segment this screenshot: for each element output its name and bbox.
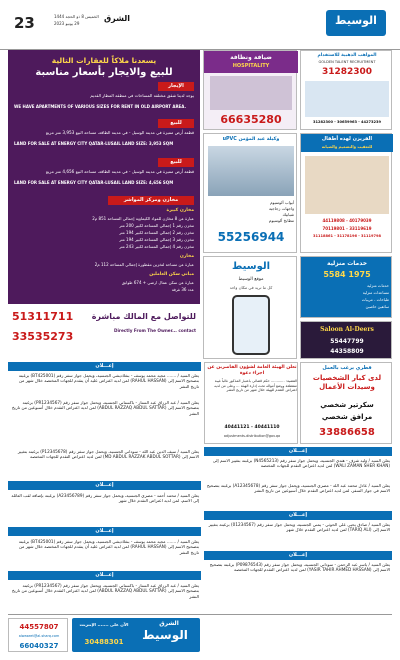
sale1-en: LAND FOR SALE AT ENERGY CITY QATAR-LUSAIL LAND SIZE: 3,953 SQM <box>14 141 174 146</box>
recruit-ad <box>300 50 392 130</box>
notice-1-3: يعلن السيد / محمد أحمد - مصري الجنسية، ويحمل جواز سفر رقم (A23456789) برغبته بإضافة لقب العائلة إلى الاسم، لمن لديه اعتراض التقدم خلال شهر <box>11 493 199 504</box>
secretary-top: قطري يرغب بالعمل <box>322 365 372 371</box>
engineering-ad <box>300 133 392 253</box>
header-logo <box>326 10 386 36</box>
salon-brand: Saloon Al-Deers <box>320 326 374 333</box>
recruit-phone: 31282300 <box>321 67 373 77</box>
stores-line-2: مخزن رقم 2 إجمالي المساحة لكبير 194 متر <box>119 230 194 235</box>
workers-label: مباني سكن العاملين <box>149 272 194 277</box>
rent-ar: يوجد لدينا شقق مختلفة المساحات في منطقة المطار القديم <box>90 93 194 98</box>
notice-heading-6: إعـــلان <box>204 511 392 520</box>
footer-left-box <box>8 618 68 652</box>
notice-2-3: يعلن السيد / ياسر عبد الرحمن - سوداني الجنسية، ويحمل جواز سفر رقم (P09876543) برغبته بتصحيح الاسم إلى (YASIR TAHIR AHMED HASSAN) لمن لديه اعتراض التقدم للجهات المختصة <box>209 562 390 573</box>
notice-1-2: يعلن السيد / سيف الدين عبد الله - سوداني الجنسية، ويحمل جواز سفر رقم (P12345678) برغبته بتغيير الاسم إلى (MD ABDUL RAZZAK ABDUL SOTTAR) لمن لديه اعتراض التقدم للجهات المختصة <box>17 449 199 460</box>
furnished-line-0: خدمات منزلية <box>367 283 389 288</box>
notice-heading-2: إعـــلان <box>8 481 201 490</box>
footer-phone-left: 44557807 <box>19 623 59 631</box>
stores-sub: مخازن كبيرة <box>166 208 194 213</box>
recruit-brand: GOLDEN TALENT RECRUITMENT <box>318 60 376 64</box>
contact-phone-1: 51311711 <box>12 310 74 323</box>
sale2-en: LAND FOR SALE AT ENERGY CITY QATAR-LUSAIL LAND SIZE: 4,656 SQM <box>14 180 174 185</box>
upvc-item-0: أبواب ألومنيوم <box>270 200 294 205</box>
secretary-title: لدى كبار الشخصيات وسيدات الأعمال <box>312 374 382 391</box>
notice-col-1-bottom <box>8 447 201 612</box>
stores-label: مخازن ومركز المواشر <box>108 196 194 205</box>
notice-1-0b: يعلن السيد / ....... مجيد محمد يوسف - بنغلاديشي الجنسية، ويحمل جواز سفر رقم (BT425001) برغبته بتصحيح الاسم إلى (RAHUL HASSAN) لمن لديه اعتراض عليه أن يتقدم للجهات المختصة خلال شهر من تاريخ النشر <box>18 539 199 555</box>
page-header <box>0 0 400 50</box>
footer-section: الشرق <box>159 620 179 627</box>
notice-2-0: يعلن السيد / وليد شرف - هندي الجنسية، ويحمل جواز سفر رقم (N4565213) برغبته بتغيير الاسم إلى (WALI ZAMAN SHER KHAN) لمن لديه اعتراض التقدم للجهات المختصة <box>212 458 390 469</box>
notice-1-0: يعلن السيد / ....... مجيد محمد يوسف - بنغلاديشي الجنسية، ويحمل جواز سفر رقم (BT425001) برغبته بتصحيح الاسم إلى (RAHUL HASSAN) لمن لديه اعتراض عليه أن يتقدم للجهات المختصة خلال شهر من تاريخ النشر <box>18 373 199 389</box>
upvc-photo <box>208 146 294 196</box>
notice-2-1: يعلن السيد / عادل محمد عبد الله - مصري الجنسية، ويحمل جواز سفر رقم (A12345678) برغبته بتصحيح الاسم في جواز السفر، لمن لديه اعتراض التقدم خلال أسبوعين من تاريخ النشر <box>206 483 390 494</box>
recruit-title: المواهب الذهبية للاستقدام <box>317 53 377 58</box>
furnished-line-3: سائقين خاصين <box>365 304 389 309</box>
notice-heading-7: إعـــلان <box>204 551 392 560</box>
ministry-ad <box>204 362 298 444</box>
upvc-ad <box>203 133 297 253</box>
wasit-promo <box>203 256 297 359</box>
realestate-ad <box>8 50 200 359</box>
upvc-item-1: واجهات زجاجية <box>268 206 294 211</box>
secretary-phone: 33886658 <box>319 427 375 438</box>
footer-phone-mid: 66040327 <box>19 642 59 650</box>
footer-phone-right: 30488301 <box>84 638 124 646</box>
notice-col-1-top <box>8 362 201 444</box>
footer-site: alwaseet@al-sharq.com <box>18 634 60 638</box>
ministry-body: القضية: ............ حكم قضائي باعتبار المذكور غائباً غيبة منقطعة ووضع أمواله تحت إدارة الهيئة ... وعلى من لديه اعتراض التقدم للهيئة خلال شهر من تاريخ النشر <box>214 379 297 393</box>
salon-phone-1: 44358809 <box>330 348 364 355</box>
notice-2-2: يعلن السيد / صادق يحيى علي الحوثي - يمني الجنسية، ويحمل جواز سفر رقم (01234567) برغبته بتغيير الاسم إلى (TARIQ ALI) لمن لديه اعتراض التقدم خلال شهر <box>208 522 390 533</box>
engineering-phones-0: 44119808 - 40179039 <box>322 218 372 223</box>
ministry-heading: تعلن الهيئة العامة لشؤون القاصرين عن اجراء دعوة <box>207 365 297 376</box>
notice-1-1b: يعلن السيد / عبد الرزاق عبد الستار - باكستاني الجنسية، ويحمل جواز سفر رقم (PR1234567) برغبته بتصحيح الاسم إلى (ABDUL RAZZAQ ABDUL SATTAR) لمن لديه اعتراض التقدم خلال أسبوعين من تاريخ النشر <box>11 583 199 599</box>
secretary-sub: سكرتير شخصي <box>320 401 374 409</box>
furnished-line-2: طباخات - مربيات <box>361 297 389 302</box>
hospitality-ad <box>203 50 297 130</box>
footer-banner <box>72 618 200 652</box>
realestate-subtitle: للبيع والايجار بأسعار مناسبة <box>35 67 173 78</box>
engineering-phones-2: 31118861 - 31178196 - 31119798 <box>312 234 381 238</box>
header-brand: الوسيط <box>335 14 377 27</box>
ministry-phones: 40441121 - 40441110 <box>224 425 280 430</box>
rent-en: WE HAVE APARTMENTS OF VARIOUS SIZES FOR RENT IN OLD AIRPORT AREA. <box>14 104 186 109</box>
furnished-line-1: مساعدات منزلية <box>362 290 389 295</box>
salon-ad <box>300 321 392 359</box>
date-line-1: الخميس 8 ذو الحجة 1444 <box>54 14 99 19</box>
contact-box <box>8 304 200 359</box>
recruit-phones-row: 31282300 - 30659963 - 44273239 <box>312 120 381 124</box>
engineering-title: الفريزن لهذه أطفال <box>321 136 373 142</box>
workers-line-1: عبارة عن سكن عمال ارضي + 674 طوابق <box>121 280 194 285</box>
secretary-ad <box>300 362 392 444</box>
upvc-item-2: شبابيك <box>282 212 294 217</box>
hospitality-phone: 66635280 <box>220 113 282 126</box>
upvc-phone: 55256944 <box>217 230 285 244</box>
stores-line-1: مخزن رقم 1 إجمالي المساحة لكبير 200 متر <box>119 223 194 228</box>
furnished-ad <box>300 256 392 318</box>
notice-heading-5: إعـــلان <box>204 447 392 456</box>
sale2-ar: قطعة أرض مميزة في مدينة الوسيل - في مدينة الطاقة، مساحة البيع 4,656 متر مربع <box>45 169 194 174</box>
phone-mockup <box>232 295 270 355</box>
upvc-title: وكيلة عبد المؤمن uPVC <box>222 137 280 142</box>
engineering-phones-1: 70119801 - 33119619 <box>322 226 372 231</box>
engineering-sub: للتعقيب والتصميم والصيانة <box>321 144 373 149</box>
furnished-phone: 5584 1975 <box>323 270 371 279</box>
realestate-title: يسعدنا ملاكاً للعقارات التالية <box>51 56 157 65</box>
recruit-photo <box>305 81 389 117</box>
stores-line-0: عبارة عن 8 مخازن للمواد الكيماوية إجمالي المساحة 851 م2 <box>92 216 194 221</box>
salon-phone-0: 55447799 <box>330 338 364 345</box>
contact-en: Directly From The Owner... contact <box>113 328 196 333</box>
notice-col-2 <box>204 447 392 612</box>
upvc-item-3: مطابخ ألومنيوم <box>268 218 294 223</box>
notice-heading-4: إعـــلان <box>8 571 201 580</box>
contact-ar: للتواصل مع المالك مباشرة <box>91 312 196 321</box>
rent-label: الإيجار <box>158 82 194 91</box>
wasit-promo-brand: الوسيط <box>231 261 271 272</box>
contact-phone-2: 33535273 <box>12 330 74 343</box>
stores-line-3: مخزن رقم 3 إجمالي المساحة لكبير 194 متر <box>119 237 194 242</box>
stores-line-4: مخزن رقم 4 إجمالي المساحة لكبير 243 متر <box>119 244 194 249</box>
sale1-ar: قطعة أرض مميزة في مدينة الوسيل - في مدينة الطاقة، مساحة البيع 3,953 متر مربع <box>45 130 194 135</box>
footer <box>8 614 392 654</box>
small-line: عبارة عن مساحة لتخزين مقطورة إجمالي المساحة 112 م2 <box>94 262 194 267</box>
hospitality-brand: HOSPITALITY <box>232 63 270 69</box>
sale1-label: للبيع <box>158 119 194 128</box>
notice-heading-1: إعـــلان <box>8 362 201 371</box>
secretary-sub2: مرافق شخصي <box>321 413 373 421</box>
footer-slogan: الآن على ....... الإنترنت <box>79 622 129 627</box>
notice-1-1: يعلن السيد / عبد الرزاق عبد الستار - باكستاني الجنسية، ويحمل جواز سفر رقم (PR1234567) برغبته بتصحيح الاسم إلى (ABDUL RAZZAQ ABDUL SATTAR) لمن لديه اعتراض التقدم خلال أسبوعين من تاريخ النشر <box>11 400 199 416</box>
notice-heading-3: إعـــلان <box>8 527 201 536</box>
workers-line-2: عدد 36 غرفة <box>171 287 194 292</box>
small-label: مخازن <box>179 254 194 259</box>
hospitality-title: ضيافة ونظافة <box>230 54 272 61</box>
sale2-label: للبيع <box>158 158 194 167</box>
date-line-2: 29 يونيو 2023 <box>54 21 80 26</box>
furnished-title: خدمات منزلية <box>326 260 368 267</box>
header-section: الشرق <box>104 14 131 23</box>
wasit-promo-line1: موقع الوسيط <box>238 277 264 282</box>
hospitality-photo <box>210 76 292 110</box>
wasit-promo-line2: كل ما تريد في مكان واحد <box>229 285 273 290</box>
page-number: 23 <box>14 14 35 32</box>
footer-brand: الوسيط <box>142 628 188 642</box>
ministry-email: adjustments-distribution@gov.qa <box>223 434 281 438</box>
engineering-photo <box>305 156 389 214</box>
